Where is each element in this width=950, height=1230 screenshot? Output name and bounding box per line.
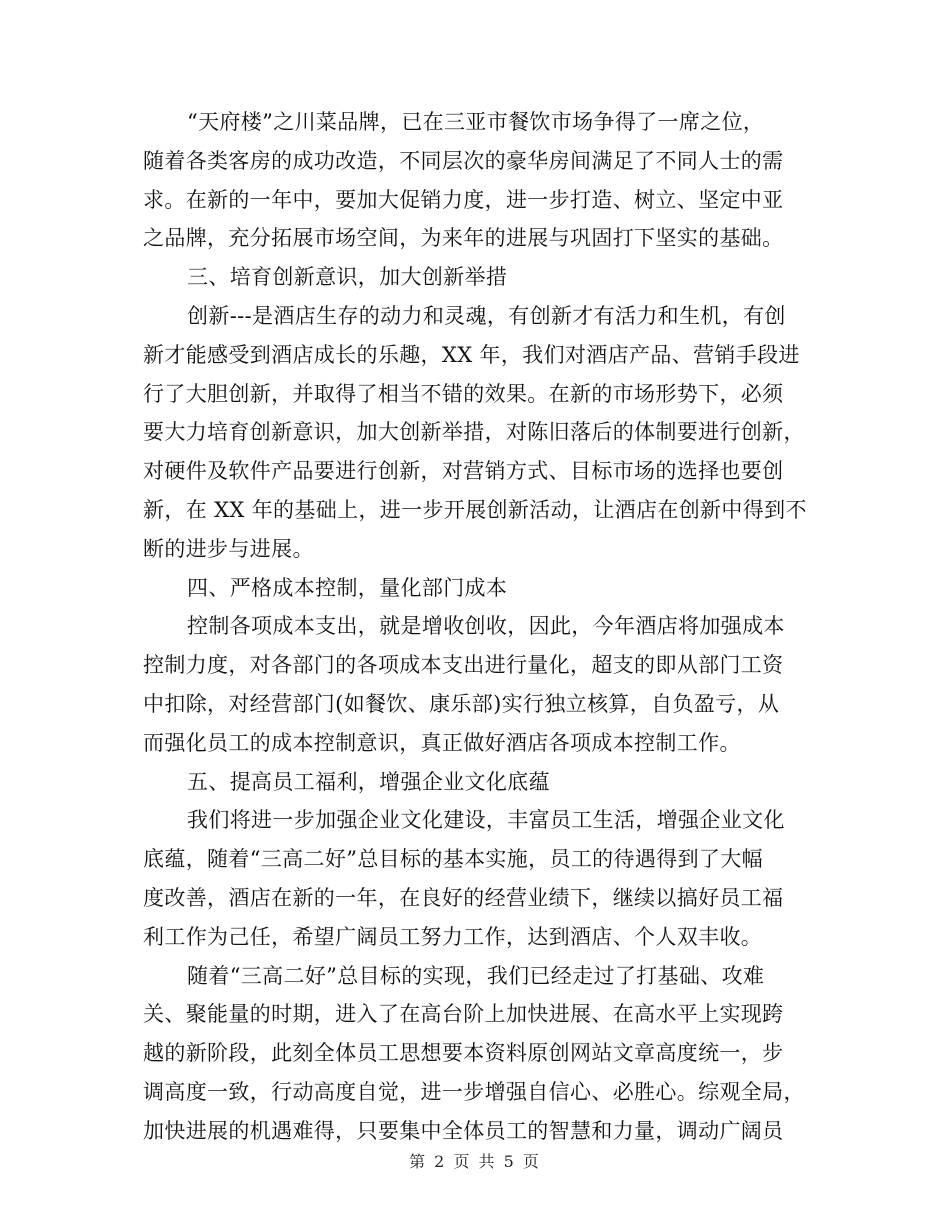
section-heading: 五、提高员工福利，增强企业文化底蕴 [187,769,550,794]
text-line: “天府楼”之川菜品牌，已在三亚市餐饮市场争得了一席之位， [187,110,765,134]
text-line: 新才能感受到酒店成长的乐趣，XX 年，我们对酒店产品、营销手段进 [143,342,800,367]
text-line: 行了大胆创新，并取得了相当不错的效果。在新的市场形势下，必须 [143,381,784,406]
text-line: 加快进展的机遇难得，只要集中全体员工的智慧和力量，调动广阔员 [143,1118,784,1143]
text-line: 而强化员工的成本控制意识，真正做好酒店各项成本控制工作。 [143,730,741,755]
text-line: 随着“三高二好”总目标的实现，我们已经走过了打基础、攻难 [187,963,765,988]
text-line: 之品牌，充分拓展市场空间，为来年的进展与巩固打下坚实的基础。 [143,226,784,251]
section-heading: 四、严格成本控制，量化部门成本 [187,575,508,600]
text-line: 控制力度，对各部门的各项成本支出进行量化，超支的即从部门工资 [143,653,784,678]
text-line: 我们将进一步加强企业文化建设，丰富员工生活，增强企业文化 [187,808,785,833]
text-line: 要大力培育创新意识，加大创新举措，对陈旧落后的体制要进行创新， [143,420,805,445]
text-line: 随着各类客房的成功改造，不同层次的豪华房间满足了不同人士的需 [143,148,784,173]
text-line: 新，在 XX 年的基础上，进一步开展创新活动，让酒店在创新中得到不 [143,497,807,522]
page-number: 第 2 页 共 5 页 [409,1152,541,1171]
text-line: 关、聚能量的时期，进入了在高台阶上加快进展、在高水平上实现跨 [143,1002,784,1027]
text-line: 创新---是酒店生存的动力和灵魂，有创新才有活力和生机，有创 [187,303,786,328]
text-line: 求。在新的一年中，要加大促销力度，进一步打造、树立、坚定中亚 [143,187,784,212]
text-line: 利工作为己任，希望广阔员工努力工作，达到酒店、个人双丰收。 [143,924,763,949]
text-line: 调高度一致，行动高度自觉，进一步增强自信心、必胜心。综观全局， [143,1079,805,1104]
text-line: 断的进步与进展。 [143,536,314,561]
text-line: 越的新阶段，此刻全体员工思想要本资料原创网站文章高度统一，步 [143,1041,784,1066]
text-line: 底蕴，随着“三高二好”总目标的基本实施，员工的待遇得到了大幅 [143,847,763,872]
text-line: 中扣除，对经营部门(如餐饮、康乐部)实行独立核算，自负盈亏，从 [143,691,780,716]
text-line: 对硬件及软件产品要进行创新，对营销方式、目标市场的选择也要创 [143,459,784,484]
text-line: 度改善，酒店在新的一年，在良好的经营业绩下，继续以搞好员工福 [143,885,784,910]
document-body [143,103,809,1151]
section-heading: 三、培育创新意识，加大创新举措 [187,265,508,290]
text-line: 控制各项成本支出，就是增收创收，因此，今年酒店将加强成本 [187,614,785,639]
